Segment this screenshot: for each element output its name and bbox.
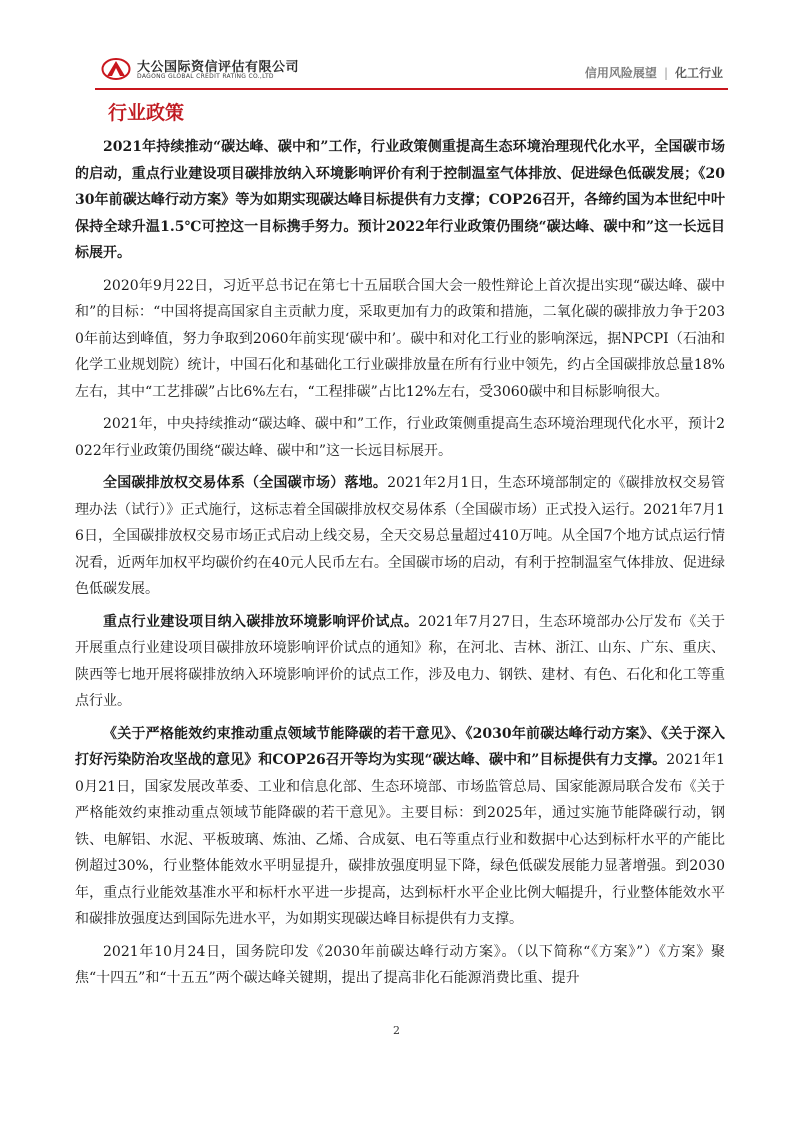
company-name-cn: 大公国际资信评估有限公司 (137, 60, 300, 75)
summary-paragraph: 2021年持续推动“碳达峰、碳中和”工作，行业政策侧重提高生态环境治理现代化水平，全国碳市场的启动，重点行业建设项目碳排放纳入环境影响评价有利于控制温室气体排放、促进绿色低碳发展；《2030年前碳达峰行动方案》等为如期实现碳达峰目标提供有力支撑；COP26召开，各缔约国为本世纪中叶保持全球升温1.5℃可控这一目标携手努力。预计2022年行业政策仍围绕“碳达峰、碳中和”这一长远目标展开。 (75, 139, 725, 261)
page-header (0, 0, 793, 92)
paragraph-text: 2021年2月1日，生态环境部制定的《碳排放权交易管理办法（试行）》正式施行，这标志着全国碳排放权交易体系（全国碳市场）正式投入运行。2021年7月16日，全国碳排放权交易市场正式启动上线交易，全天交易总量超过410万吨。从全国7个地方试点运行情况看，近两年加权平均碳价约在40元人民币左右。全国碳市场的启动，有利于控制温室气体排放、促进绿色低碳发展。 (75, 475, 725, 597)
report-category (585, 64, 723, 81)
paragraph-lead: 《关于严格能效约束推动重点领域节能降碳的若干意见》、《2030年前碳达峰行动方案》、《关于深入打好污染防治攻坚战的意见》和COP26召开等均为实现“碳达峰、碳中和”目标提供有力支撑。 (75, 725, 725, 768)
page-number: 2 (393, 1024, 400, 1037)
paragraph-text: 2021年7月27日，生态环境部办公厅发布《关于开展重点行业建设项目碳排放环境影响评价试点的通知》称，在河北、吉林、浙江、山东、广东、重庆、陕西等七地开展将碳排放纳入环境影响评价的试点工作，涉及电力、钢铁、建材、有色、石化和化工等重点行业。 (75, 613, 725, 709)
body-paragraph (75, 609, 725, 715)
header-separator: | (663, 66, 668, 80)
paragraph-lead: 全国碳排放权交易体系（全国碳市场）落地。 (103, 475, 388, 491)
company-name-en: DAGONG GLOBAL CREDIT RATING CO.,LTD (137, 73, 274, 80)
body-paragraph: 2020年9月22日，习近平总书记在第七十五届联合国大会一般性辩论上首次提出实现“碳达峰、碳中和”的目标：“中国将提高国家自主贡献力度，采取更加有力的政策和措施，二氧化碳的碳排放力争于2030年前达到峰值，努力争取到2060年前实现‘碳中和’。碳中和对化工行业的影响深远，据NPCPI（石油和化学工业规划院）统计，中国石化和基础化工行业碳排放量在所有行业中领先，约占全国碳排放总量18%左右，其中“工艺排碳”占比6%左右，“工程排碳”占比12%左右，受3060碳中和目标影响很大。 (75, 277, 725, 400)
paragraph-lead: 重点行业建设项目纳入碳排放环境影响评价试点。 (103, 613, 419, 630)
body-paragraph: 2021年10月24日，国务院印发《2030年前碳达峰行动方案》。（以下简称“《方案》”）《方案》聚焦“十四五”和“十五五”两个碳达峰关键期，提出了提高非化石能源消费比重、提升 (75, 943, 725, 986)
body-paragraph (75, 721, 725, 933)
header-divider (95, 88, 728, 90)
dagong-logo-icon (101, 57, 131, 81)
body-content (75, 134, 725, 998)
paragraph-text: 2021年10月21日，国家发展改革委、工业和信息化部、生态环境部、市场监管总局、国家能源局联合发布《关于严格能效约束推动重点领域节能降碳的若干意见》。主要目标：到2025年，通过实施节能降碳行动，钢铁、电解铝、水泥、平板玻璃、炼油、乙烯、合成氨、电石等重点行业和数据中心达到标杆水平的产能比例超过30%，行业整体能效水平明显提升，碳排放强度明显下降，绿色低碳发展能力显著增强。到2030年，重点行业能效基准水平和标杆水平进一步提高，达到标杆水平企业比例大幅提升，行业整体能效水平和碳排放强度达到国际先进水平，为如期实现碳达峰目标提供有力支撑。 (75, 752, 725, 927)
body-paragraph: 2021年，中央持续推动“碳达峰、碳中和”工作，行业政策侧重提高生态环境治理现代化水平，预计2022年行业政策仍围绕“碳达峰、碳中和”这一长远目标展开。 (75, 416, 725, 459)
section-title: 行业政策 (108, 102, 185, 124)
report-type: 信用风险展望 (584, 66, 657, 80)
industry-label: 化工行业 (674, 66, 723, 80)
body-paragraph (75, 470, 725, 603)
